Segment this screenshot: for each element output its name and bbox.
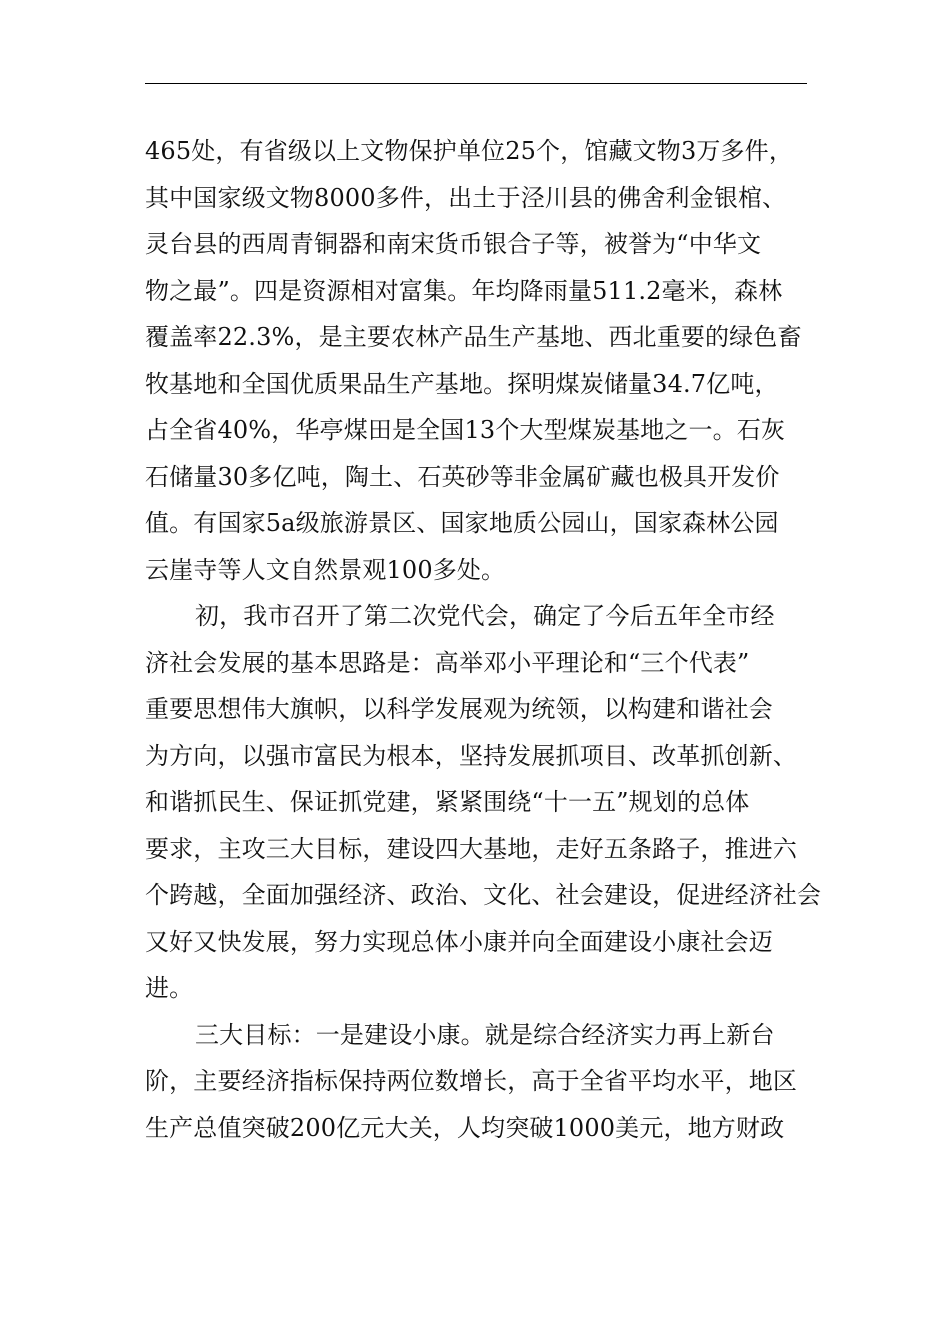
text-line: 为方向，以强市富民为根本，坚持发展抓项目、改革抓创新、 [145,741,798,770]
text-line: 石储量30多亿吨，陶土、石英砂等非金属矿藏也极具开发价 [145,462,780,491]
paragraph-start-line: 初，我市召开了第二次党代会，确定了今后五年全市经 [195,602,775,630]
text-line: 个跨越，全面加强经济、政治、文化、社会建设，促进经济社会 [145,881,822,909]
text-line: 进。 [145,974,194,1002]
text-line: 和谐抓民生、保证抓党建，紧紧围绕“十一五”规划的总体 [145,788,750,816]
text-line: 阶，主要经济指标保持两位数增长，高于全省平均水平，地区 [145,1067,798,1095]
text-line: 又好又快发展，努力实现总体小康并向全面建设小康社会迈 [145,927,773,956]
paragraph-start-line: 三大目标：一是建设小康。就是综合经济实力再上新台 [195,1020,775,1049]
header-rule [145,83,807,84]
text-line: 值。有国家5a级旅游景区、国家地质公园山，国家森林公园 [145,509,779,537]
text-line: 重要思想伟大旗帜，以科学发展观为统领，以构建和谐社会 [145,695,773,723]
text-line: 覆盖率22.3%，是主要农林产品生产基地、西北重要的绿色畜 [145,323,802,351]
text-line: 云崖寺等人文自然景观100多处。 [145,555,506,584]
text-line: 其中国家级文物8000多件，出土于泾川县的佛舍利金银棺、 [145,183,787,212]
text-line: 465处，有省级以上文物保护单位25个，馆藏文物3万多件， [145,137,793,165]
text-line: 物之最”。四是资源相对富集。年均降雨量511.2毫米，森林 [145,276,783,305]
text-line: 牧基地和全国优质果品生产基地。探明煤炭储量34.7亿吨， [145,369,779,398]
text-line: 生产总值突破200亿元大关，人均突破1000美元，地方财政 [145,1113,785,1142]
text-line: 占全省40%，华亭煤田是全国13个大型煤炭基地之一。石灰 [145,416,786,444]
text-line: 济社会发展的基本思路是：高举邓小平理论和“三个代表” [145,648,750,677]
text-line: 要求，主攻三大目标，建设四大基地，走好五条路子，推进六 [145,834,798,863]
text-line: 灵台县的西周青铜器和南宋货币银合子等，被誉为“中华文 [145,230,762,258]
body-text [145,128,822,1151]
